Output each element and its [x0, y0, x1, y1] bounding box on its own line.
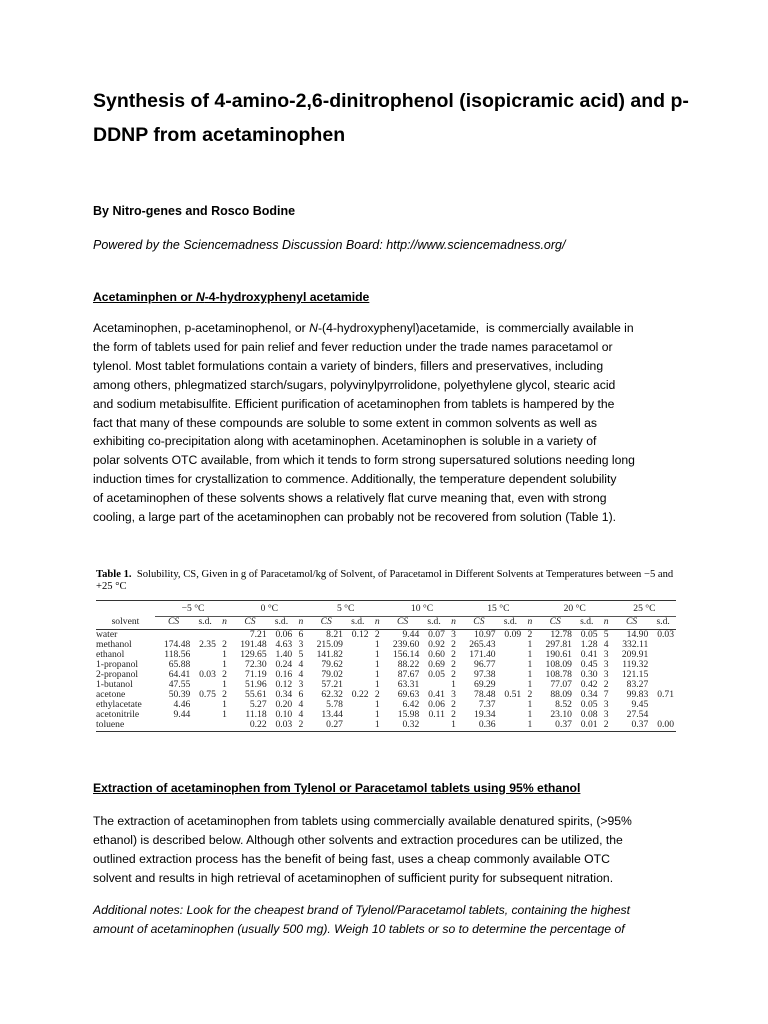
sd-header: s.d.	[650, 617, 676, 630]
paragraph-line: Additional notes: Look for the cheapest brand of Tylenol/Paracetamol tablets, containing the highest	[93, 903, 631, 917]
sd-cell	[498, 720, 524, 732]
n-cell: 1	[374, 699, 380, 710]
cs-cell: 69.29	[474, 679, 496, 690]
n-cell: 2	[374, 689, 380, 700]
n-cell	[218, 720, 231, 732]
cs-cell: 297.81	[545, 639, 572, 650]
cs-cell: 78.48	[474, 689, 496, 700]
cs-cell: 0.27	[308, 720, 345, 732]
document-title: Synthesis of 4-amino-2,6-dinitrophenol (isopicramic acid) and p-DDNP from acetaminophen	[93, 90, 689, 146]
cs-cell: 65.88	[168, 659, 191, 670]
sd-cell: 0.45	[580, 659, 598, 670]
cs-cell: 79.62	[321, 659, 343, 670]
sd-cell: 0.09	[504, 629, 522, 640]
cs-cell: 332.11	[622, 639, 649, 650]
sd-cell: 0.92	[428, 639, 445, 650]
cs-cell: 209.91	[621, 649, 649, 660]
sd-header: s.d.	[421, 617, 447, 630]
cs-header	[155, 617, 192, 630]
paragraph-line: cooling, a large part of the acetaminophen can probably not be recovered from solution (Table 1).	[93, 510, 617, 525]
cs-cell: 5.27	[249, 699, 267, 710]
sd-cell: 0.34	[275, 689, 293, 700]
cs-cell: 88.22	[397, 659, 420, 670]
cs-cell: 141.82	[316, 649, 343, 660]
sd-cell: 0.06	[275, 629, 293, 640]
cs-cell: 215.09	[316, 639, 343, 650]
sd-cell: 0.05	[580, 629, 598, 640]
n-cell: 6	[298, 629, 304, 640]
paragraph-line: exhibiting co-precipitation along with acetaminophen. Acetaminophen is soluble in a variety of	[93, 434, 597, 449]
sd-cell: 0.75	[199, 689, 216, 700]
solvent-name-cell: toluene	[96, 720, 155, 732]
sd-cell: 0.42	[580, 679, 598, 690]
cs-symbol: CS	[625, 616, 638, 627]
sd-cell: 2.35	[199, 639, 216, 650]
sd-cell	[192, 700, 218, 710]
paragraph-line: The extraction of acetaminophen from tablets using commercially available denatured spirits, (>95%	[93, 814, 632, 828]
temperature-header: 0 °C	[231, 602, 307, 617]
cs-symbol: CS	[320, 616, 332, 627]
sd-cell: 0.01	[574, 720, 600, 732]
cs-cell: 9.45	[631, 699, 649, 710]
cs-cell: 121.15	[621, 669, 649, 680]
cs-cell: 19.34	[474, 709, 496, 720]
table-caption-label: Table 1.	[96, 569, 132, 580]
table-caption	[96, 569, 686, 593]
cs-cell: 69.63	[397, 689, 420, 700]
sd-cell	[650, 700, 676, 710]
cs-cell: 118.56	[164, 649, 191, 660]
cs-cell: 239.60	[392, 639, 420, 650]
cs-cell: 99.83	[626, 689, 649, 700]
cs-cell: 190.61	[545, 649, 572, 660]
solubility-table	[96, 600, 676, 732]
sd-cell: 0.41	[580, 649, 598, 660]
cs-header	[308, 617, 345, 630]
n-header	[523, 617, 536, 630]
n-cell: 1	[222, 659, 227, 670]
cs-cell: 11.18	[245, 709, 267, 720]
n-cell: 2	[222, 689, 227, 700]
sd-cell: 4.63	[275, 639, 293, 650]
n-cell: 4	[603, 639, 609, 650]
cs-symbol: CS	[244, 616, 256, 627]
n-header	[600, 617, 613, 630]
n-cell: 1	[374, 639, 380, 650]
n-header	[294, 617, 307, 630]
cs-cell: 63.31	[397, 679, 420, 690]
cs-header	[231, 617, 268, 630]
sd-cell: 0.11	[428, 709, 445, 720]
n-cell: 1	[222, 709, 227, 720]
n-header	[447, 617, 460, 630]
sd-cell	[421, 720, 447, 732]
solvent-name-cell: water	[96, 629, 118, 640]
heading-text: Acetaminphen or	[93, 290, 196, 304]
n-cell: 3	[603, 699, 609, 710]
n-cell: 4	[298, 699, 304, 710]
paragraph-line: among others, phlegmatized starch/sugars, polyvinylpyrrolidone, polyethylene glycol, stearic acid	[93, 377, 616, 392]
cs-cell: 7.37	[478, 699, 496, 710]
sd-cell	[498, 710, 524, 720]
cs-cell: 8.52	[555, 699, 572, 710]
sd-header: s.d.	[192, 617, 218, 630]
section-heading-acetaminophen	[93, 290, 369, 304]
sd-cell: 0.22	[351, 689, 369, 700]
temperature-header: 25 °C	[613, 602, 676, 617]
solvent-name-cell: 1-butanol	[96, 679, 133, 690]
n-cell: 1	[374, 659, 380, 670]
n-cell: 3	[603, 709, 609, 720]
cs-cell: 72.30	[245, 659, 267, 670]
sd-cell: 0.12	[275, 679, 293, 690]
n-cell: 3	[603, 659, 609, 670]
cs-cell: 174.48	[163, 639, 191, 650]
blank-header-cell	[96, 602, 155, 617]
sd-cell: 0.16	[275, 669, 293, 680]
n-cell: 3	[298, 679, 304, 690]
n-cell: 2	[527, 629, 533, 640]
sd-cell: 1.40	[275, 649, 293, 660]
solvent-name-cell: 1-propanol	[96, 659, 139, 670]
cs-cell: 87.67	[397, 669, 420, 680]
sd-cell	[498, 640, 524, 650]
sd-cell	[192, 720, 218, 732]
sd-cell: 0.41	[428, 689, 445, 700]
n-cell: 1	[374, 669, 380, 680]
n-cell: 1	[222, 649, 227, 660]
n-cell: 5	[603, 629, 609, 640]
sd-cell	[192, 710, 218, 720]
cs-cell: 0.36	[460, 720, 497, 732]
cs-cell: 64.41	[168, 669, 191, 680]
n-symbol: n	[222, 616, 227, 627]
paragraph-line: induction times for crystallization to commence. Additionally, the temperature dependent solubility	[93, 472, 617, 487]
n-cell: 1	[527, 639, 533, 650]
section-heading-extraction: Extraction of acetaminophen from Tylenol or Paracetamol tablets using 95% ethanol	[93, 781, 581, 795]
n-cell: 2	[222, 669, 227, 680]
cs-header	[537, 617, 574, 630]
n-cell: 3	[298, 639, 304, 650]
paragraph-line: polar solvents OTC available, from which it tends to form strong supersatured solutions needing long	[93, 453, 635, 468]
n-cell: 2	[451, 649, 456, 660]
sd-cell: 0.07	[428, 629, 445, 640]
authors-line: By Nitro-genes and Rosco Bodine	[93, 204, 296, 218]
cs-cell: 55.61	[245, 689, 267, 700]
n-cell: 2	[451, 709, 456, 720]
paragraph-line: fact that many of these compounds are soluble to some extent in common solvents as well as	[93, 415, 598, 430]
paragraph-additional-notes	[93, 901, 683, 939]
n-cell: 2	[451, 639, 456, 650]
cs-cell: 0.37	[537, 720, 574, 732]
paragraph-line: of acetaminophen of these solvents shows a relatively flat curve meaning that, even with strong	[93, 491, 607, 506]
sd-cell: 0.71	[657, 689, 674, 700]
n-cell: 2	[451, 699, 456, 710]
cs-cell: 77.07	[550, 679, 572, 690]
sd-cell	[498, 660, 524, 670]
sd-cell	[345, 660, 371, 670]
table-row	[96, 720, 676, 732]
cs-cell: 171.40	[469, 649, 496, 660]
sd-cell	[498, 670, 524, 680]
cs-cell: 79.02	[321, 669, 343, 680]
cs-header	[613, 617, 650, 630]
sd-cell	[345, 670, 371, 680]
paragraph-line: outlined extraction process has the benefit of being fast, uses a cheap commonly available OTC	[93, 851, 610, 866]
cs-cell: 119.32	[622, 659, 649, 670]
heading-text: -4-hydroxyphenyl acetamide	[204, 290, 370, 304]
n-cell: 6	[298, 689, 304, 700]
solvent-name-cell: 2-propanol	[96, 669, 139, 680]
cs-cell: 13.44	[321, 709, 343, 720]
n-cell: 4	[298, 659, 304, 670]
sd-cell	[345, 710, 371, 720]
cs-cell: 265.43	[469, 639, 496, 650]
n-cell: 2	[451, 659, 456, 670]
solvent-header: solvent	[96, 617, 155, 630]
paragraph-line: ethanol) is described below. Although other solvents and extraction procedures can be utilized, the	[93, 832, 623, 847]
cs-cell: 96.77	[474, 659, 496, 670]
n-cell: 2	[603, 679, 609, 690]
n-cell: 4	[298, 669, 304, 680]
cs-cell: 23.10	[550, 709, 572, 720]
n-cell: 1	[374, 709, 380, 720]
cs-cell: 47.55	[168, 679, 191, 690]
sd-cell: 0.10	[275, 709, 293, 720]
sd-cell	[345, 720, 371, 732]
n-header	[371, 617, 384, 630]
cs-cell: 7.21	[249, 629, 267, 640]
sd-cell	[498, 700, 524, 710]
cs-cell: 6.42	[402, 699, 420, 710]
cs-symbol: CS	[167, 616, 180, 627]
cs-header	[384, 617, 421, 630]
sd-header: s.d.	[269, 617, 295, 630]
n-cell: 7	[603, 689, 609, 700]
n-cell: 1	[222, 679, 227, 690]
n-cell: 2	[600, 720, 613, 732]
cs-cell: 0.32	[384, 720, 421, 732]
paragraph-line: and sodium metabisulfite. Efficient purification of acetaminophen from tablets is hampered by the	[93, 396, 615, 411]
cs-cell: 51.96	[245, 679, 267, 690]
cs-cell: 57.21	[321, 679, 343, 690]
cs-cell: 97.38	[474, 669, 496, 680]
cs-cell: 108.09	[545, 659, 572, 670]
sd-cell: 0.60	[428, 649, 445, 660]
temperature-header: 10 °C	[384, 602, 460, 617]
sd-header: s.d.	[574, 617, 600, 630]
n-cell: 1	[527, 649, 533, 660]
n-cell: 1	[527, 709, 533, 720]
n-cell: 2	[527, 689, 533, 700]
sd-cell: 0.08	[580, 709, 598, 720]
n-cell: 1	[527, 659, 533, 670]
cs-symbol: CS	[396, 616, 409, 627]
cs-cell: 83.27	[626, 679, 649, 690]
paragraph-line: amount of acetaminophen (usually 500 mg). Weigh 10 tablets or so to determine the percentage of	[93, 921, 625, 936]
n-cell: 1	[523, 720, 536, 732]
n-cell: 3	[451, 629, 456, 640]
cs-cell: 88.09	[550, 689, 572, 700]
table-caption-text: Solubility, CS, Given in g of Paracetamol/kg of Solvent, of Paracetamol in Different Solvents at Temperatures between −5 and +25 °C	[96, 569, 674, 592]
sd-cell: 0.24	[275, 659, 293, 670]
cs-cell: 14.90	[626, 629, 649, 640]
cs-cell: 0.37	[613, 720, 650, 732]
n-cell: 2	[222, 639, 227, 650]
sd-cell: 0.05	[580, 699, 598, 710]
sd-cell: 0.51	[504, 689, 522, 700]
n-cell: 1	[527, 679, 533, 690]
sd-cell	[192, 650, 218, 660]
cs-cell: 12.78	[550, 629, 572, 640]
cs-cell	[155, 720, 192, 732]
n-cell: 1	[447, 720, 460, 732]
temperature-header-row	[96, 602, 676, 617]
cs-cell: 191.48	[240, 639, 267, 650]
italic-n: N	[309, 321, 318, 335]
cs-cell: 108.78	[545, 669, 572, 680]
n-cell: 1	[527, 699, 533, 710]
solvent-name-cell: ethanol	[96, 649, 125, 660]
column-header-row	[96, 617, 676, 630]
cs-cell: 10.97	[474, 629, 496, 640]
cs-cell: 156.14	[392, 649, 420, 660]
paragraph-extraction	[93, 812, 683, 888]
sd-header: s.d.	[345, 617, 371, 630]
cs-symbol: CS	[473, 616, 485, 627]
n-symbol: n	[603, 616, 609, 627]
n-cell: 3	[603, 669, 609, 680]
sd-cell: 0.34	[580, 689, 598, 700]
cs-cell: 4.46	[173, 699, 191, 710]
sd-cell: 0.69	[428, 659, 445, 670]
sd-header: s.d.	[498, 617, 524, 630]
sd-cell	[345, 640, 371, 650]
n-cell: 3	[451, 689, 456, 700]
sd-cell: 0.20	[275, 699, 293, 710]
n-cell: 4	[298, 709, 304, 720]
sd-cell: 0.03	[269, 720, 295, 732]
n-cell: 1	[451, 679, 456, 690]
sd-cell	[650, 660, 676, 670]
n-cell: 3	[603, 649, 609, 660]
n-symbol: n	[298, 616, 304, 627]
sd-cell: 0.05	[428, 669, 445, 680]
n-cell: 2	[294, 720, 307, 732]
sd-cell	[345, 700, 371, 710]
sd-cell	[650, 650, 676, 660]
n-cell: 1	[222, 699, 227, 710]
powered-by-line: Powered by the Sciencemadness Discussion Board: http://www.sciencemadness.org/	[93, 238, 566, 252]
paragraph-line: the form of tablets used for pain relief and fever reduction under the trade names paracetamol or	[93, 339, 613, 354]
cs-cell: 0.22	[231, 720, 268, 732]
sd-cell	[345, 650, 371, 660]
n-cell: 1	[374, 649, 380, 660]
n-cell: 2	[451, 669, 456, 680]
temperature-header: 5 °C	[308, 602, 384, 617]
heading-italic-text: N	[195, 290, 205, 304]
solvent-name-cell: acetone	[96, 689, 126, 700]
sd-cell: 0.00	[650, 720, 676, 732]
solvent-name-cell: ethylacetate	[96, 699, 142, 710]
n-symbol: n	[374, 616, 380, 627]
n-cell: 1	[371, 720, 384, 732]
paragraph-line: Acetaminophen, p-acetaminophenol, or N-(4-hydroxyphenyl)acetamide, is commercially available in	[93, 321, 634, 335]
cs-cell: 8.21	[326, 629, 343, 640]
sd-cell	[498, 650, 524, 660]
sd-cell	[650, 640, 676, 650]
cs-symbol: CS	[549, 616, 561, 627]
paragraph-acetaminophen	[93, 319, 683, 527]
sd-cell: 1.28	[580, 639, 598, 650]
paragraph-line: solvent and results in high retrieval of acetaminophen of sufficient purity for subsequent nitration.	[93, 870, 614, 885]
cs-cell: 129.65	[240, 649, 267, 660]
cs-cell: 50.39	[168, 689, 191, 700]
cs-cell: 5.78	[326, 699, 343, 710]
temperature-header: 20 °C	[537, 602, 613, 617]
temperature-header: −5 °C	[155, 602, 231, 617]
solvent-name-cell: acetonitrile	[96, 709, 140, 720]
n-cell: 5	[298, 649, 304, 660]
cs-cell: 9.44	[173, 709, 191, 720]
sd-cell: 0.03	[657, 629, 674, 640]
cs-header	[460, 617, 497, 630]
cs-cell: 9.44	[402, 629, 420, 640]
n-symbol: n	[451, 616, 456, 627]
n-header	[218, 617, 231, 630]
temperature-header: 15 °C	[460, 602, 536, 617]
n-cell: 1	[527, 669, 533, 680]
n-cell: 1	[374, 679, 380, 690]
sd-cell: 0.30	[580, 669, 598, 680]
cs-cell: 15.98	[397, 709, 420, 720]
sd-cell: 0.12	[351, 629, 369, 640]
n-cell: 2	[374, 629, 380, 640]
solvent-name-cell: methanol	[96, 639, 132, 650]
sd-cell: 0.06	[428, 699, 445, 710]
sd-cell	[650, 670, 676, 680]
cs-cell: 27.54	[626, 709, 649, 720]
n-symbol: n	[527, 616, 533, 627]
cs-cell: 62.32	[321, 689, 343, 700]
paragraph-line: tylenol. Most tablet formulations contain a variety of binders, fillers and preservatives, including	[93, 358, 604, 373]
sd-cell: 0.03	[199, 669, 216, 680]
cs-cell: 71.19	[245, 669, 267, 680]
